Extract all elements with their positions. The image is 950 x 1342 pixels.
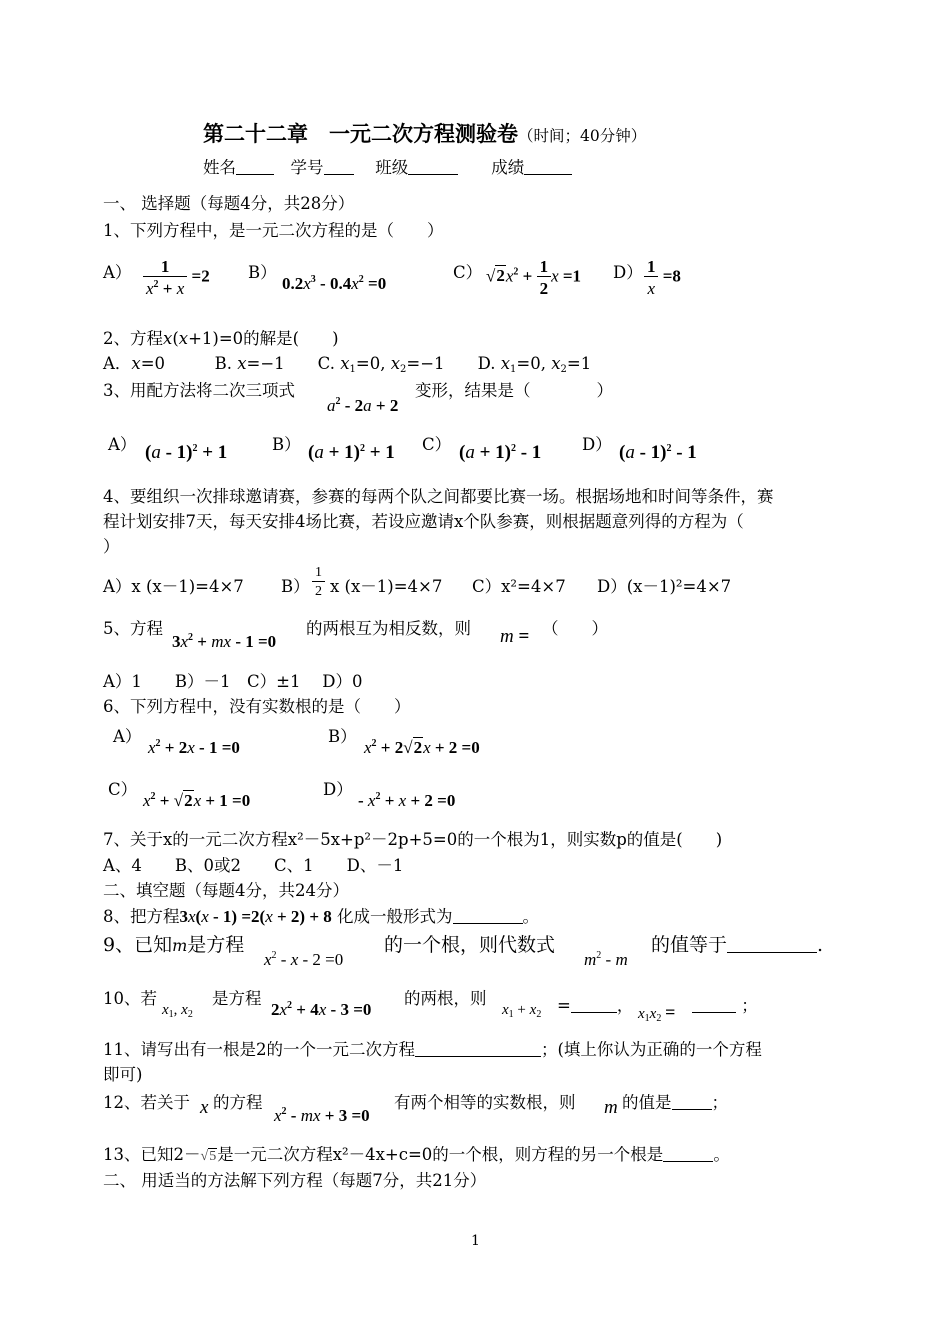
q3-stem-post: 变形，结果是（ ） xyxy=(415,381,613,400)
q6-b-label: B） xyxy=(328,727,357,746)
q2-b-label: B. xyxy=(214,354,232,373)
q3-d-label: D） xyxy=(582,435,612,454)
q5-stem-post: 的两根互为相反数，则 xyxy=(306,619,471,638)
q8-equation: 3x(x - 1) =2(x + 2) + 8 xyxy=(179,907,332,926)
q6-d-formula: - $x^2 + x + 2 =0$ xyxy=(358,791,456,810)
score-blank[interactable] xyxy=(524,174,572,175)
q4-line3: ） xyxy=(103,537,120,556)
q1-d-formula: $\frac{1}{x}$ =8 xyxy=(644,258,681,297)
q6-stem: 6、下列方程中，没有实数根的是（ ） xyxy=(103,697,411,716)
q5-paren: （ ） xyxy=(542,619,608,638)
q10-mid2: 的两根，则 xyxy=(404,989,487,1008)
q9-tail xyxy=(651,934,823,956)
q3-a-formula: (a - 1)$^2$ + 1 xyxy=(145,442,228,463)
q11-pre: 11、请写出有一根是2的一个一元二次方程 xyxy=(103,1040,415,1059)
q9: 9、已知m是方程 xyxy=(103,934,245,956)
q4-line2: 程计划安排7天，每天安排4场比赛，若设应邀请x个队参赛，则根据题意列得的方程为（ xyxy=(103,512,744,531)
q8-end: 。 xyxy=(522,907,540,926)
q4-b-option: x (x－1)=4×7 xyxy=(330,577,443,596)
q4-b-fraction: $\frac{1}{2}$ xyxy=(312,566,325,599)
q1-c-label: C） xyxy=(453,263,483,282)
q2-stem: 2、方程x(x+1)=0的解是( ) xyxy=(103,329,339,348)
q9-equation: $x^2 - x - 2 =0$ xyxy=(264,950,344,969)
score-label: 成绩 xyxy=(491,158,525,177)
q3-c-label: C） xyxy=(422,435,452,454)
q6-a-formula: $x^2 + 2x - 1 =0$ xyxy=(148,738,240,757)
q10-mid1: 是方程 xyxy=(212,989,262,1008)
q1-a-formula: $\frac{1}{x^2 + x}$ =2 xyxy=(143,258,210,297)
q4-line1: 4、要组织一次排球邀请赛，参赛的每两个队之间都要比赛一场。根据场地和时间等条件，赛 xyxy=(103,487,774,506)
q10-sum: $x_1 + x_2$ xyxy=(502,1002,542,1020)
q2-options: A．x=0 B. x=−1 C. $x_1=0$, $x_2=-1$ D. $x_1=0$, $x_2=1$ xyxy=(103,354,592,375)
q12-mid1: 的方程 xyxy=(213,1093,263,1112)
q12-x: x xyxy=(200,1097,209,1118)
q12-m: m xyxy=(604,1097,618,1118)
q6-c-formula: $x^2 + √2x + 1 =0$ xyxy=(143,791,251,810)
q5-c-option: C）±1 xyxy=(247,672,301,691)
q11-post: ；(填上你认为正确的一个方程 xyxy=(541,1040,762,1059)
q6-a-label: A） xyxy=(113,727,142,746)
title-time: （时间；40分钟） xyxy=(518,127,647,145)
q10-product-blank[interactable] xyxy=(692,1012,736,1013)
q7-options: A、4 B、0或2 C、1 D、－1 xyxy=(103,856,404,875)
q5-m-equals: m = xyxy=(500,626,530,647)
q2-d-label: D. xyxy=(477,354,496,373)
q3-stem-pre: 3、用配方法将二次三项式 xyxy=(103,381,295,400)
q6-b-formula: $x^2 + 2√2x + 2 =0$ xyxy=(364,738,480,757)
q13 xyxy=(103,1144,730,1168)
q8-pre: 8、把方程 xyxy=(103,907,180,926)
q2-c-label: C. xyxy=(317,354,335,373)
q10-product: $x_1x_2$ = xyxy=(638,1002,676,1024)
page-title xyxy=(203,118,646,148)
q1-b-formula: $0.2x^3 - 0.4x^2 =0$ xyxy=(282,274,387,293)
section-solve-heading: 二、 用适当的方法解下列方程（每题7分，共21分） xyxy=(103,1171,487,1190)
q2-a-label: A． xyxy=(103,354,132,373)
q10-roots: $x_1$, $x_2$ xyxy=(162,1002,193,1020)
q9-answer-blank[interactable] xyxy=(727,952,817,953)
q12-mid2: 有两个相等的实数根，则 xyxy=(394,1093,576,1112)
q9-mid1: 是方程 xyxy=(187,934,245,956)
q5-stem-pre: 5、方程 xyxy=(103,619,163,638)
q5-d-option: D）0 xyxy=(322,672,363,691)
q6-d-label: D） xyxy=(323,780,353,799)
student-info xyxy=(203,157,572,179)
q12-answer-blank[interactable] xyxy=(672,1109,712,1110)
q6-c-label: C） xyxy=(108,780,138,799)
q1-d-label: D） xyxy=(613,263,643,282)
q11-line2: 即可) xyxy=(103,1065,143,1084)
class-label: 班级 xyxy=(375,158,409,177)
q12-tail xyxy=(622,1092,728,1114)
q10-sum-blank[interactable] xyxy=(571,1012,617,1013)
q3-b-formula: $(a + 1)^2 + 1$ xyxy=(308,442,395,463)
q4-d-option: D）(x－1)²=4×7 xyxy=(597,577,732,596)
section-choice-heading: 一、 选择题（每题4分，共28分） xyxy=(103,194,355,213)
q13-sqrt5: √5 xyxy=(200,1149,217,1164)
q1-c-formula: $√2x^2$ + $\frac{1}{2}$ x =1 xyxy=(486,257,582,298)
section-fill-heading: 二、填空题（每题4分，共24分） xyxy=(103,881,349,900)
q12-end: ； xyxy=(711,1093,728,1112)
q4-c-option: C）x²=4×7 xyxy=(472,577,566,596)
q10-end: ； xyxy=(741,996,758,1015)
q13-pre: 13、已知2－ xyxy=(103,1145,201,1164)
q5-options xyxy=(103,671,362,693)
q11-answer-blank[interactable] xyxy=(415,1056,541,1057)
q3-a-label: A） xyxy=(108,435,137,454)
page-number: 1 xyxy=(471,1233,480,1249)
q10-product-answer xyxy=(692,995,758,1017)
q7-stem: 7、关于x的一元二次方程x²－5x+p²－2p+5=0的一个根为1，则实数p的值是( ) xyxy=(103,830,723,849)
q9-expression: $m^2$ - m xyxy=(584,950,628,969)
q8-post: 化成一般形式为 xyxy=(337,907,453,926)
q4-a-option: A）x (x－1)=4×7 xyxy=(103,577,244,596)
q12-equation: $x^2$ - mx + 3 =0 xyxy=(274,1106,370,1125)
title-main: 第二十二章 一元二次方程测验卷 xyxy=(203,122,518,146)
q1-a-label: A） xyxy=(103,263,132,282)
q2-stem-pre: 2、方程 xyxy=(103,329,163,348)
q4-b-label: B） xyxy=(281,577,310,596)
id-label: 学号 xyxy=(290,158,324,177)
q13-answer-blank[interactable] xyxy=(663,1161,713,1162)
q3-d-formula: (a - 1)$^2$ - 1 xyxy=(619,442,697,463)
id-blank[interactable] xyxy=(324,174,354,175)
name-blank[interactable] xyxy=(236,174,274,175)
q12-pre: 12、若关于 xyxy=(103,1093,190,1112)
q10-pre: 10、若 xyxy=(103,989,157,1008)
q3-expression: $a^2 - 2a + 2$ xyxy=(327,396,399,415)
q5-a-option: A）1 xyxy=(103,672,142,691)
q3-c-formula: $(a + 1)^2 - 1$ xyxy=(459,442,542,463)
q10-sum-answer: = ， xyxy=(557,996,634,1015)
q2-stem-post: =0的解是( ) xyxy=(218,329,339,348)
q8-answer-blank[interactable] xyxy=(453,923,523,924)
q13-post: 是一元二次方程x²－4x+c=0的一个根，则方程的另一个根是 xyxy=(217,1145,664,1164)
q1-b-label: B） xyxy=(248,263,277,282)
q9-pre: 9、已知 xyxy=(103,934,173,956)
q12-mid3: 的值是 xyxy=(622,1093,672,1112)
q9-mid3: 的值等于 xyxy=(651,934,728,956)
q5-equation: $3x^2$ + mx - 1 =0 xyxy=(172,632,277,651)
q8 xyxy=(103,906,539,928)
name-label: 姓名 xyxy=(203,158,236,177)
q9-end: . xyxy=(817,934,824,956)
q3-b-label: B） xyxy=(272,435,301,454)
q1-stem: 1、下列方程中，是一元二次方程的是（ ） xyxy=(103,221,444,240)
q10-sep: ， xyxy=(616,996,634,1015)
q13-end: 。 xyxy=(713,1145,730,1164)
class-blank[interactable] xyxy=(408,174,458,175)
q9-mid2: 的一个根，则代数式 xyxy=(384,934,556,956)
q10-equation: $2x^2 + 4x - 3 =0$ xyxy=(271,1000,372,1019)
q11-line1 xyxy=(103,1039,762,1061)
q5-b-option: B）－1 xyxy=(174,672,231,691)
